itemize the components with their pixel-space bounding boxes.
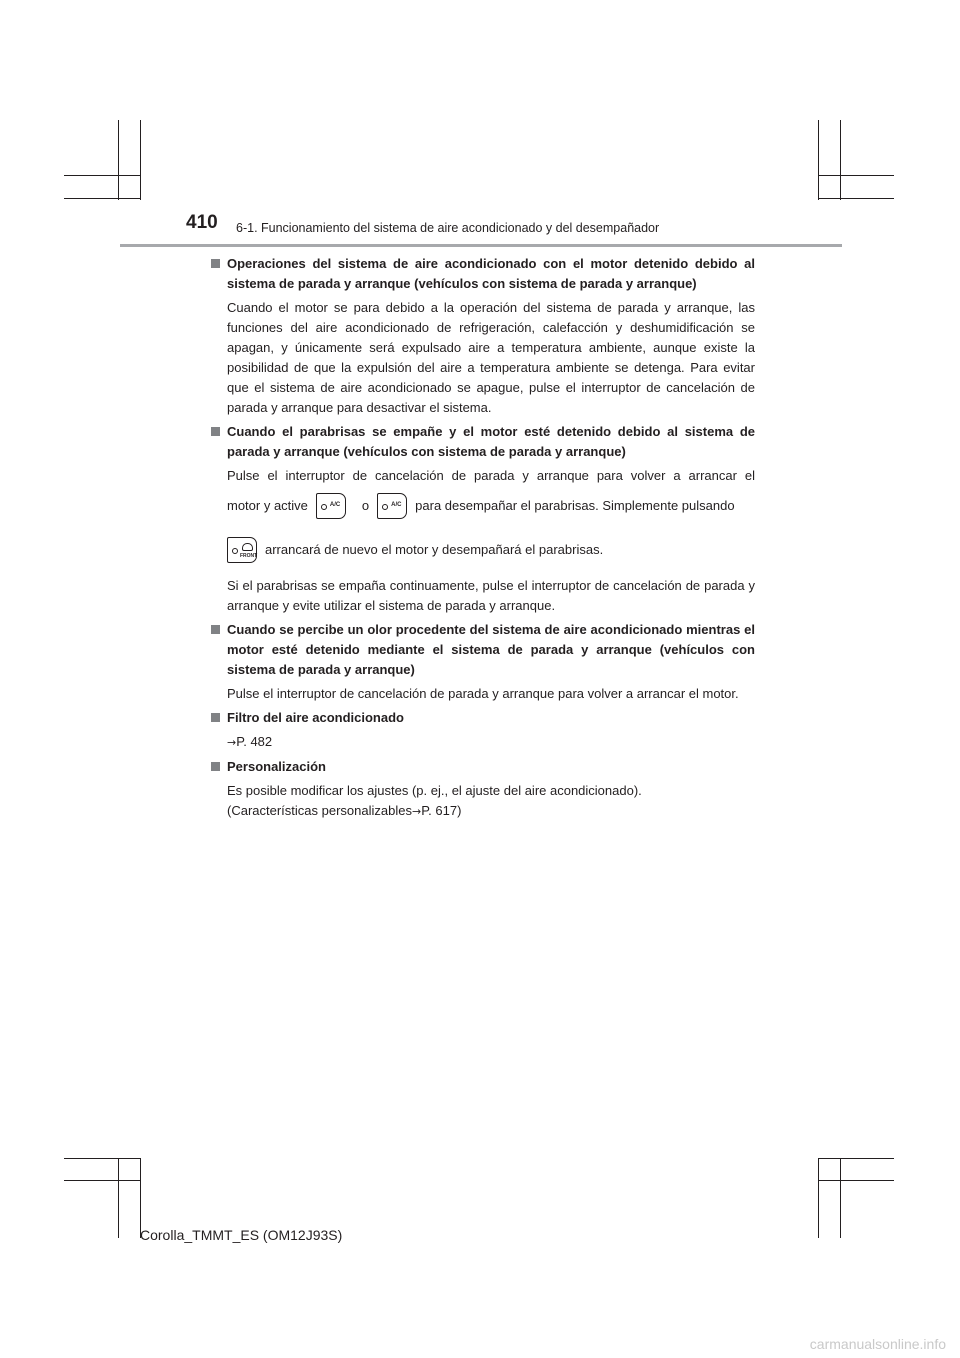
reference-text: P. 482	[236, 734, 273, 749]
item-body	[210, 801, 755, 822]
list-item	[210, 254, 755, 418]
item-body-text: arrancará de nuevo el motor y desempañará el parabrisas.	[265, 542, 604, 557]
crop-mark	[818, 175, 894, 176]
item-body-text: para desempañar el parabrisas. Simplemente pulsando	[415, 498, 735, 513]
arrow-right-icon: →	[411, 805, 422, 818]
item-body-text: (Características personalizables	[227, 803, 412, 818]
crop-mark	[818, 1158, 819, 1238]
item-heading-text: Personalización	[227, 759, 326, 774]
item-body: Pulse el interruptor de cancelación de parada y arranque para volver a arrancar el	[227, 468, 755, 483]
crop-mark	[818, 198, 894, 199]
crop-mark	[64, 198, 140, 199]
key-label: A/C	[329, 502, 341, 508]
arrow-right-icon: →	[227, 736, 237, 749]
item-body: Cuando el motor se para debido a la operación del sistema de parada y arranque, las funciones del aire acondicionado de refrigeración, calefacción y deshumidificación se apagan, y únicamente será expulsado aire a temperatura ambiente, aunque existe la posibilidad de que la expulsión del aire a temperatura ambiente se detenga. Para evitar que el sistema de aire acondicionado se apague, pulse el interruptor de cancelación de parada y arranque para desactivar el sistema.	[227, 300, 755, 415]
item-heading	[210, 620, 755, 680]
list-item	[210, 708, 755, 753]
crop-mark	[840, 120, 841, 200]
item-heading-text: Cuando el parabrisas se empañe y el motor esté detenido debido al sistema de parada y arranque (vehículos con sistema de parada y arranque)	[227, 424, 755, 459]
crop-mark	[840, 1158, 841, 1238]
inline-key-line	[210, 486, 755, 526]
item-body-text: Es posible modificar los ajustes (p. ej., el ajuste del aire acondicionado).	[227, 783, 642, 798]
indicator-icon	[382, 504, 388, 510]
document-code: Corolla_TMMT_ES (OM12J93S)	[140, 1227, 343, 1243]
square-bullet-icon	[211, 427, 220, 436]
item-body	[210, 781, 755, 801]
watermark: carmanualsonline.info	[809, 1336, 946, 1352]
page-reference[interactable]	[210, 732, 755, 753]
indicator-icon	[321, 504, 327, 510]
crop-mark	[64, 1180, 140, 1181]
ac-button-icon	[377, 493, 407, 519]
page-number: 410	[186, 212, 218, 233]
item-heading-text: Filtro del aire acondicionado	[227, 710, 404, 725]
indicator-icon	[232, 548, 238, 554]
inline-key-line	[210, 530, 755, 570]
page-reference[interactable]: P. 617)	[421, 803, 462, 818]
section-title: 6-1. Funcionamiento del sistema de aire acondicionado y del desempañador	[236, 221, 660, 235]
square-bullet-icon	[211, 713, 220, 722]
crop-mark	[64, 175, 140, 176]
page-content	[210, 254, 755, 826]
windshield-icon	[242, 543, 253, 551]
ac-button-icon	[316, 493, 346, 519]
header-rule	[120, 244, 842, 247]
square-bullet-icon	[211, 625, 220, 634]
crop-mark	[64, 1158, 140, 1159]
list-item	[210, 757, 755, 822]
item-body: Si el parabrisas se empaña continuamente, pulse el interruptor de cancelación de parada y arranque y evite utilizar el sistema de parada y arranque.	[227, 578, 755, 613]
square-bullet-icon	[211, 259, 220, 268]
crop-mark	[818, 120, 819, 200]
item-heading	[210, 708, 755, 728]
key-label: A/C	[391, 502, 402, 508]
crop-mark	[140, 1158, 141, 1238]
key-label: FRONT	[240, 553, 258, 559]
crop-mark	[818, 1180, 894, 1181]
item-body-text: motor y active	[227, 498, 308, 513]
crop-mark	[118, 120, 119, 200]
crop-mark	[818, 1158, 894, 1159]
item-heading	[210, 757, 755, 777]
crop-mark	[140, 120, 141, 200]
windshield-defogger-icon	[227, 537, 257, 563]
list-item	[210, 620, 755, 704]
item-heading-text: Cuando se percibe un olor procedente del sistema de aire acondicionado mientras el motor esté detenido mediante el sistema de parada y arranque (vehículos con sistema de parada y arranque)	[227, 622, 755, 677]
item-body-text: o	[361, 498, 370, 513]
list-item	[210, 422, 755, 616]
item-heading	[210, 254, 755, 294]
item-heading	[210, 422, 755, 462]
item-body: Pulse el interruptor de cancelación de parada y arranque para volver a arrancar el motor.	[227, 686, 739, 701]
item-heading-text: Operaciones del sistema de aire acondicionado con el motor detenido debido al sistema de parada y arranque (vehículos con sistema de parada y arranque)	[227, 256, 755, 291]
square-bullet-icon	[211, 762, 220, 771]
crop-mark	[118, 1158, 119, 1238]
